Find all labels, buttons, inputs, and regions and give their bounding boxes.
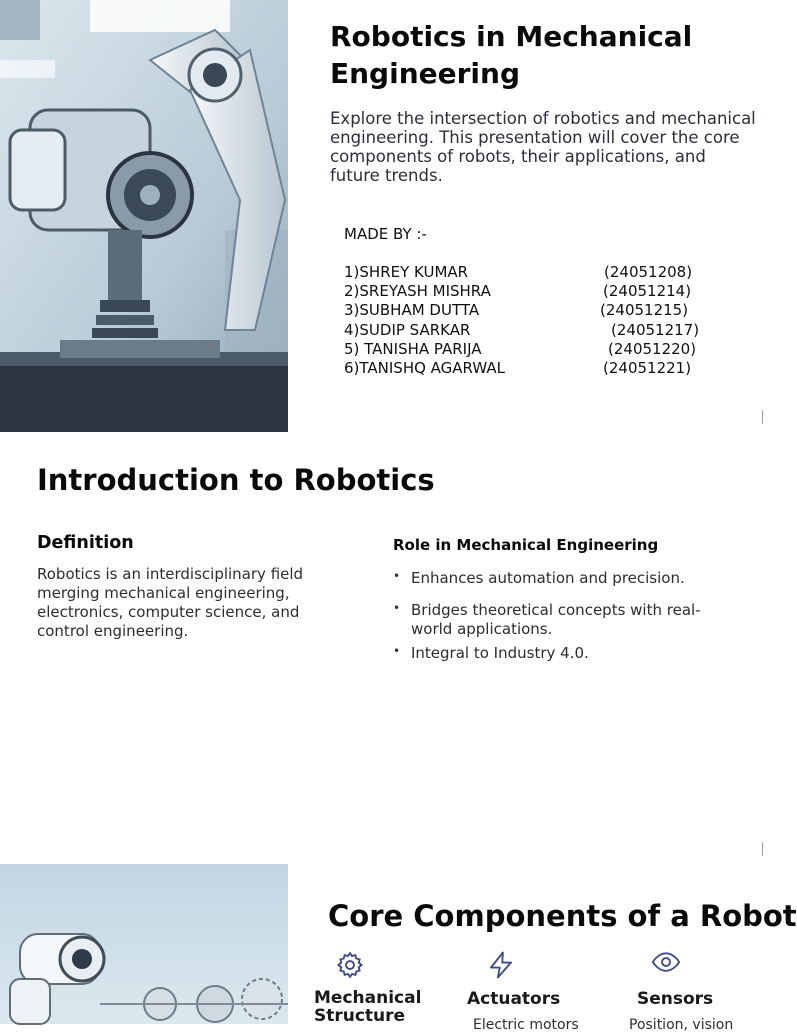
member-id: (24051208) xyxy=(604,263,693,281)
slide-title: Introduction to Robotics xyxy=(37,463,435,497)
definition-text: Robotics is an interdisciplinary field merging mechanical engineering, electronics, computer science, and control engineering. xyxy=(37,565,304,640)
bullet-text: Enhances automation and precision. xyxy=(411,569,685,587)
component-desc: Electric motors xyxy=(473,1017,579,1033)
member-name: 5) TANISHA PARIJA xyxy=(344,340,482,358)
member-name: 6)TANISHQ AGARWAL xyxy=(344,359,506,377)
slide-title: Core Components of a Robot xyxy=(328,899,797,933)
component-title: Actuators xyxy=(467,989,561,1009)
member-id: (24051217) xyxy=(611,321,700,339)
member-name: 1)SHREY KUMAR xyxy=(344,263,469,281)
member-id: (24051221) xyxy=(603,359,692,377)
presentation-title: Robotics in Mechanical Engineering xyxy=(330,20,693,90)
eye-icon xyxy=(651,947,681,977)
bullet-text: Integral to Industry 4.0. xyxy=(411,644,589,662)
member-name: 2)SREYASH MISHRA xyxy=(344,282,491,300)
bullet-icon: • xyxy=(393,569,401,583)
role-heading: Role in Mechanical Engineering xyxy=(393,536,659,554)
definition-heading: Definition xyxy=(37,533,134,553)
bullet-icon: • xyxy=(393,601,401,615)
component-title: Sensors xyxy=(637,989,714,1009)
intro-text: Explore the intersection of robotics and mechanical engineering. This presentation will cover the core components of robots, their applications, and future trends. xyxy=(330,109,756,185)
list-item xyxy=(393,569,733,588)
bullet-icon: • xyxy=(393,644,401,658)
role-bullet-list xyxy=(393,569,733,668)
member-id: (24051214) xyxy=(603,282,692,300)
gear-icon xyxy=(335,950,365,980)
member-id: (24051215) xyxy=(600,301,689,319)
bullet-text: Bridges theoretical concepts with real-world applications. xyxy=(411,601,701,638)
made-by-label: MADE BY :- xyxy=(344,225,427,243)
slide-edge-mark xyxy=(762,410,763,424)
member-name: 3)SUBHAM DUTTA xyxy=(344,301,480,319)
list-item xyxy=(393,644,733,663)
lightning-icon xyxy=(486,950,516,980)
introduction-slide xyxy=(0,432,768,864)
robot-parts-image xyxy=(0,864,288,1024)
member-name: 4)SUDIP SARKAR xyxy=(344,321,471,339)
component-desc: Position, vision xyxy=(629,1017,734,1033)
slide-edge-mark xyxy=(762,842,763,856)
list-item xyxy=(393,601,733,639)
member-id: (24051220) xyxy=(608,340,697,358)
robot-arm-image xyxy=(0,0,288,432)
title-slide xyxy=(0,0,768,432)
core-components-slide xyxy=(0,864,797,1033)
component-title: Mechanical Structure xyxy=(314,988,422,1026)
